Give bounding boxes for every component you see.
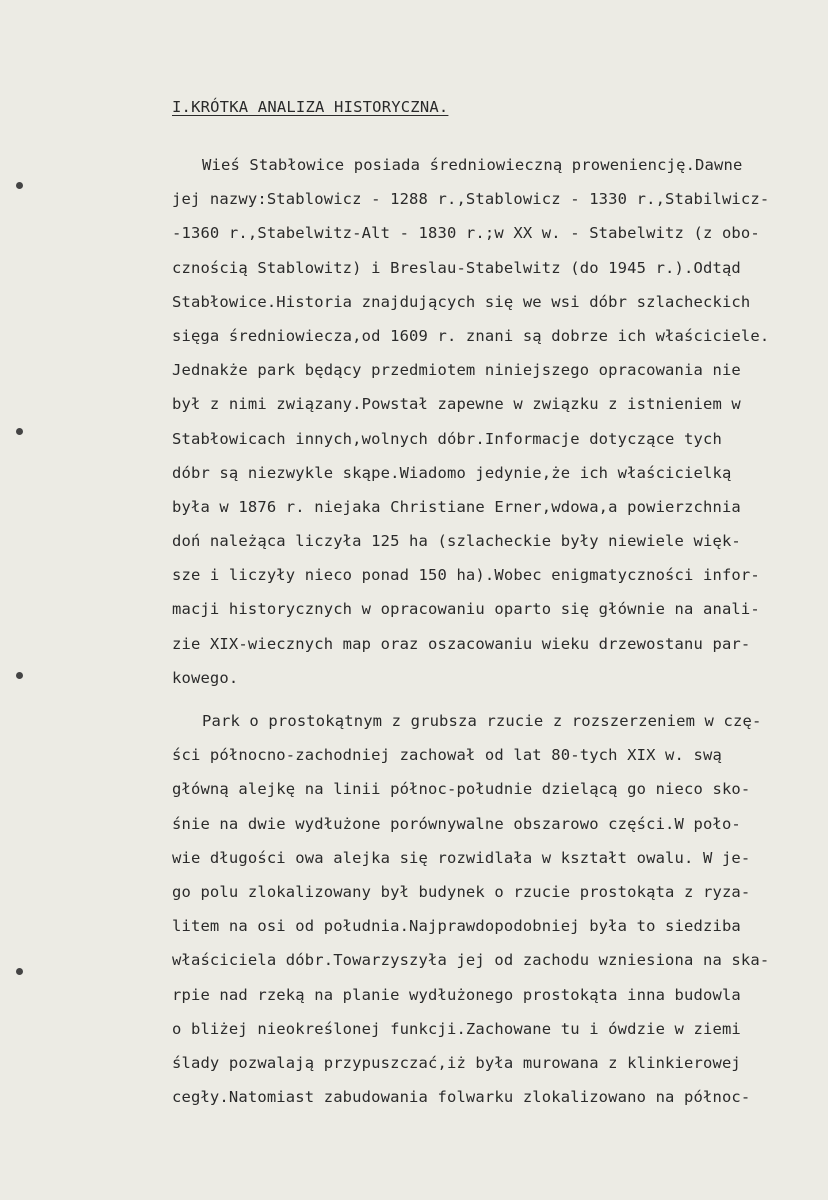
text-line: zie XIX-wiecznych map oraz oszacowaniu wieku drzewostanu par- bbox=[172, 634, 751, 653]
text-line: o bliżej nieokreślonej funkcji.Zachowane tu i ówdzie w ziemi bbox=[172, 1019, 741, 1038]
text-line: ślady pozwalają przypuszczać,iż była murowana z klinkierowej bbox=[172, 1053, 741, 1072]
text-line: litem na osi od południa.Najprawdopodobniej była to siedziba bbox=[172, 917, 741, 936]
text-line: cznością Stablowitz) i Breslau-Stabelwitz (do 1945 r.).Odtąd bbox=[172, 258, 741, 277]
text-line: doń należąca liczyła 125 ha (szlacheckie były niewiele więk- bbox=[172, 532, 741, 551]
text-line: macji historycznych w opracowaniu oparto się głównie na anali- bbox=[172, 600, 760, 619]
binder-hole-mark bbox=[16, 672, 23, 679]
section-heading: I.KRÓTKA ANALIZA HISTORYCZNA. bbox=[172, 98, 449, 116]
paragraph-2 bbox=[172, 704, 812, 1114]
text-line: kowego. bbox=[172, 668, 239, 687]
text-line: rpie nad rzeką na planie wydłużonego prostokąta inna budowla bbox=[172, 985, 741, 1004]
text-line: sze i liczyły nieco ponad 150 ha).Wobec enigmatyczności infor- bbox=[172, 566, 760, 585]
text-line: cegły.Natomiast zabudowania folwarku zlokalizowano na północ- bbox=[172, 1088, 751, 1107]
text-line: Park o prostokątnym z grubsza rzucie z rozszerzeniem w czę- bbox=[202, 712, 762, 730]
text-line: ści północno-zachodniej zachował od lat 80-tych XIX w. swą bbox=[172, 746, 722, 765]
text-line: główną alejkę na linii północ-południe dzielącą go nieco sko- bbox=[172, 780, 751, 799]
text-line: Stabłowicach innych,wolnych dóbr.Informacje dotyczące tych bbox=[172, 429, 722, 448]
binder-hole-mark bbox=[16, 182, 23, 189]
text-line: jej nazwy:Stablowicz - 1288 r.,Stablowicz - 1330 r.,Stabilwicz- bbox=[172, 190, 770, 209]
binder-hole-mark bbox=[16, 428, 23, 435]
text-line: Wieś Stabłowice posiada średniowieczną proweniencję.Dawne bbox=[202, 156, 743, 174]
text-line: dóbr są niezwykle skąpe.Wiadomo jedynie,że ich właścicielką bbox=[172, 463, 732, 482]
text-line: Jednakże park będący przedmiotem niniejszego opracowania nie bbox=[172, 361, 741, 380]
text-line: go polu zlokalizowany był budynek o rzucie prostokąta z ryza- bbox=[172, 882, 751, 901]
paragraph-1 bbox=[172, 148, 812, 695]
binder-hole-mark bbox=[16, 968, 23, 975]
text-line: Stabłowice.Historia znajdujących się we wsi dóbr szlacheckich bbox=[172, 292, 751, 311]
text-line: był z nimi związany.Powstał zapewne w związku z istnieniem w bbox=[172, 395, 741, 414]
text-line: wie długości owa alejka się rozwidlała w kształt owalu. W je- bbox=[172, 848, 751, 867]
text-line: śnie na dwie wydłużone porównywalne obszarowo części.W poło- bbox=[172, 814, 741, 833]
text-line: właściciela dóbr.Towarzyszyła jej od zachodu wzniesiona na ska- bbox=[172, 951, 770, 970]
text-line: była w 1876 r. niejaka Christiane Erner,wdowa,a powierzchnia bbox=[172, 497, 741, 516]
text-line: -1360 r.,Stabelwitz-Alt - 1830 r.;w XX w. - Stabelwitz (z obo- bbox=[172, 224, 760, 243]
document-body bbox=[172, 148, 812, 1114]
text-line: sięga średniowiecza,od 1609 r. znani są dobrze ich właściciele. bbox=[172, 326, 770, 345]
